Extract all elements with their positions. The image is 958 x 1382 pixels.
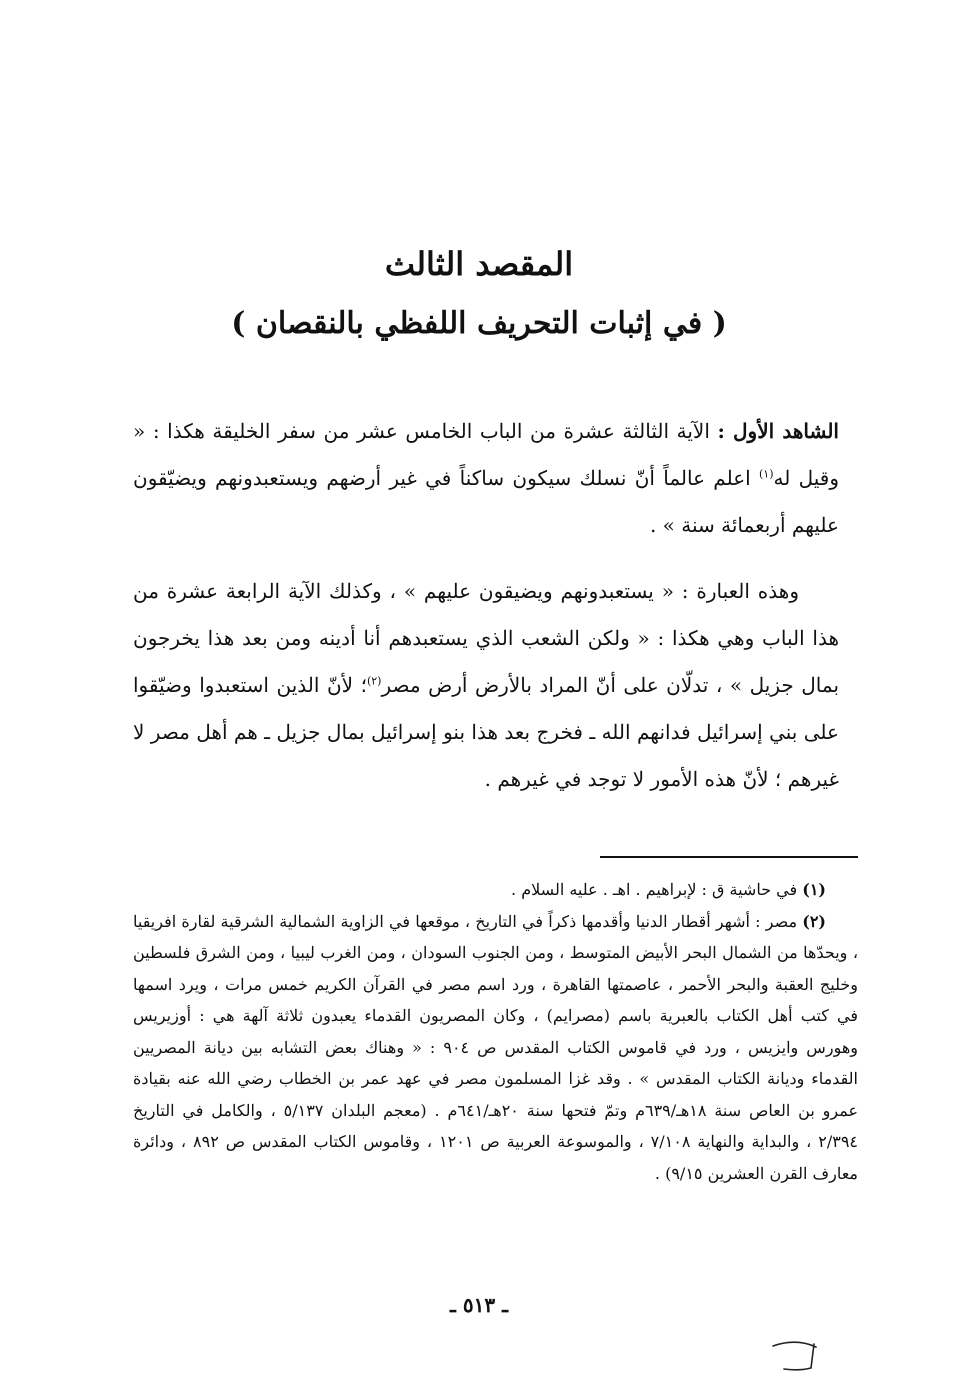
- footnote-text: مصر : أشهر أقطار الدنيا وأقدمها ذكراً في التاريخ ، موقعها في الزاوية الشمالية الشرقية لقارة افريقيا ، ويحدّها من الشمال البحر الأبيض المتوسط ، ومن الجنوب السودان ، ومن الغرب ليبيا ، ومن الشرق فلسطين وخليج العقبة والبحر الأحمر ، عاصمتها القاهرة ، ورد اسم مصر في القرآن الكريم خمس مرات ، ويرد اسمها في كتب أهل الكتاب بالعبرية باسم (مصرايم) ، وكان المصريون القدماء يعبدون ثلاثة آلهة هي : أوزيريس وهورس وايزيس ، ورد في قاموس الكتاب المقدس ص ٩٠٤ : « وهناك بعض التشابه بين ديانة المصريين القدماء وديانة الكتاب المقدس » . وقد غزا المسلمون مصر في عهد عمر بن الخطاب رضي الله عنه بقيادة عمرو بن العاص سنة ١٨هـ/٦٣٩م وتمّ فتحها سنة ٢٠هـ/٦٤١م . (معجم البلدان ٥/١٣٧ ، والكامل في التاريخ ٢/٣٩٤ ، والبداية والنهاية ٧/١٠٨ ، والموسوعة العربية ص ١٢٠١ ، وقاموس الكتاب المقدس ص ٨٩٢ ، ودائرة معارف القرن العشرين ٩/١٥) .: [133, 911, 859, 1183]
- page-number: ـ ٥١٣ ـ: [450, 1293, 508, 1317]
- witness-paragraph: [133, 408, 839, 549]
- chapter-title: المقصد الثالث: [384, 245, 574, 283]
- pen-mark-icon: [770, 1338, 822, 1372]
- witness-text-end: اعلم عالماً أنّ نسلك سيكون ساكناً في غير أرضهم ويستعبدونهم ويضيّقون عليهم أربعمائة سنة » .: [133, 466, 839, 537]
- argument-text-start: وهذه العبارة : « يستعبدونهم ويضيقون عليهم » ، وكذلك الآية الرابعة عشرة من هذا الباب وهي هكذا : « ولكن الشعب الذي يستعبدهم أنا أدينه ومن بعد هذا يخرجون بمال جزيل » ، تدلّان على أنّ المراد بالأرض أرض مصر: [133, 579, 840, 697]
- argument-paragraph: [133, 568, 839, 803]
- footnote-text: في حاشية ق : لإبراهيم . اهـ . عليه السلام .: [511, 880, 803, 899]
- argument-text-end: ؛ لأنّ الذين استعبدوا وضيّقوا على بني إسرائيل فدانهم الله ـ فخرج بعد هذا بنو إسرائيل بمال جزيل ـ هم أهل مصر لا غيرهم ؛ لأنّ هذه الأمور لا توجد في غيرهم .: [133, 673, 839, 791]
- footnote-ref-2: (٢): [366, 674, 382, 688]
- witness-text-start: الآية الثالثة عشرة من الباب الخامس عشر من سفر الخليقة هكذا : « وقيل له: [133, 419, 839, 490]
- footnote-2: [133, 906, 858, 1190]
- footnote-number: (١): [802, 880, 826, 899]
- witness-lead: الشاهد الأول :: [717, 419, 839, 443]
- chapter-subtitle: ( في إثبات التحريف اللفظي بالنقصان ): [231, 306, 727, 341]
- footnote-ref-1: (١): [758, 467, 774, 481]
- footnote-1: [133, 874, 858, 906]
- footnotes: [133, 874, 858, 1189]
- footnote-number: (٢): [802, 911, 826, 931]
- footnote-separator: [600, 856, 858, 858]
